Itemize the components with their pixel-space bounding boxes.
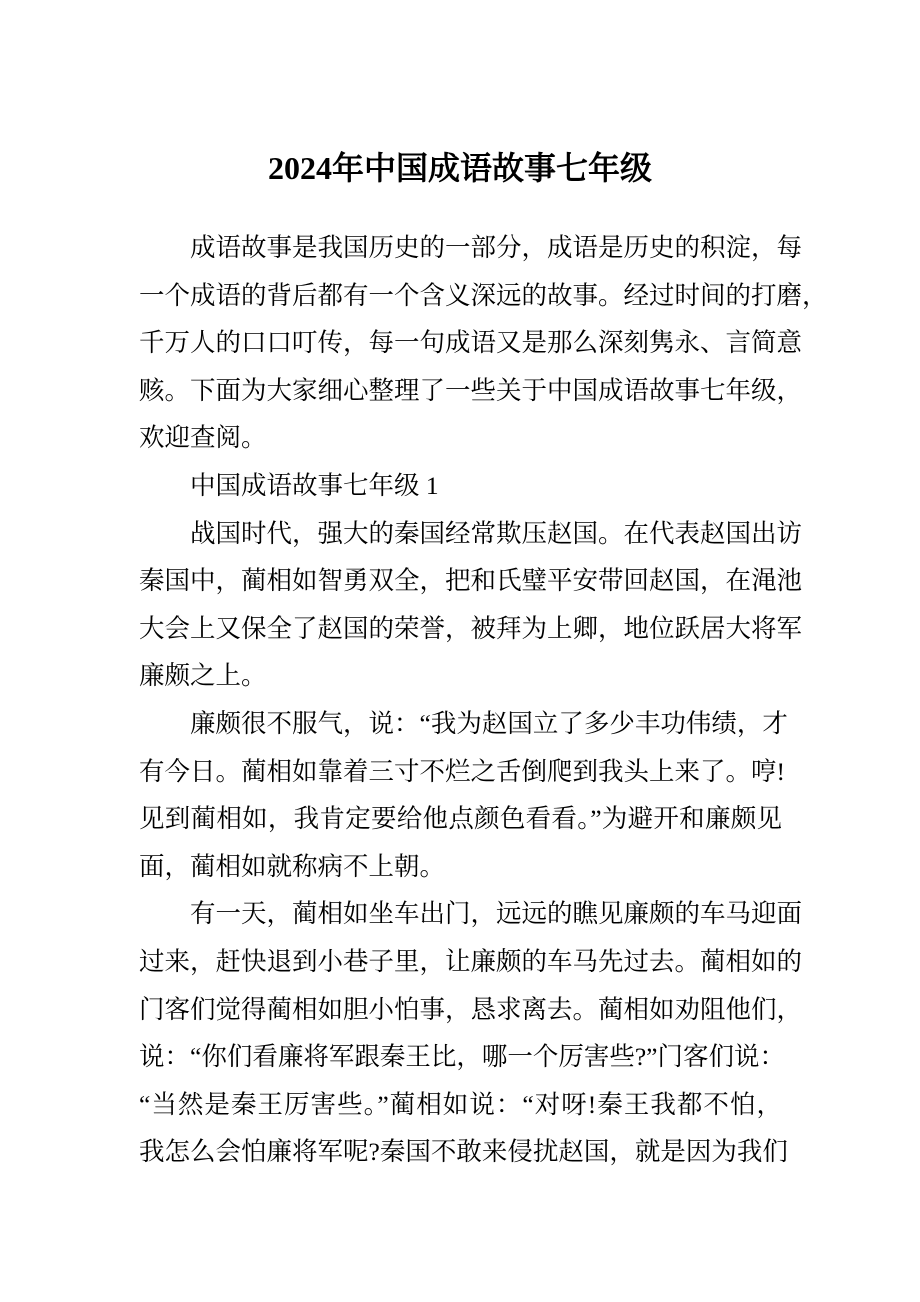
section-heading bbox=[139, 462, 782, 510]
text-line: 中国成语故事七年级 1 bbox=[190, 470, 439, 500]
text-line: 门客们觉得蔺相如胆小怕事，恳求离去。蔺相如劝阻他们， bbox=[139, 994, 803, 1024]
text-line: “当然是秦王厉害些。”蔺相如说：“对呀!秦王我都不怕， bbox=[139, 1089, 782, 1119]
text-line: 见到蔺相如，我肯定要给他点颜色看看。”为避开和廉颇见 bbox=[139, 804, 782, 834]
text-line: 战国时代，强大的秦国经常欺压赵国。在代表赵国出访 bbox=[190, 518, 803, 548]
text-line: 过来，赶快退到小巷子里，让廉颇的车马先过去。蔺相如的 bbox=[139, 946, 803, 976]
text-line: 赅。下面为大家细心整理了一些关于中国成语故事七年级， bbox=[139, 375, 803, 405]
paragraph bbox=[139, 890, 803, 1176]
text-line: 廉颇很不服气，说：“我为赵国立了多少丰功伟绩，才 bbox=[190, 708, 788, 738]
paragraph bbox=[139, 700, 788, 890]
text-line: 一个成语的背后都有一个含义深远的故事。经过时间的打磨， bbox=[139, 280, 828, 310]
text-line: 秦国中，蔺相如智勇双全，把和氏璧平安带回赵国，在渑池 bbox=[139, 566, 803, 596]
text-line: 我怎么会怕廉将军呢?秦国不敢来侵扰赵国，就是因为我们 bbox=[139, 1137, 788, 1167]
text-line: 大会上又保全了赵国的荣誉，被拜为上卿，地位跃居大将军 bbox=[139, 613, 803, 643]
text-line: 说：“你们看廉将军跟秦王比，哪一个厉害些?”门客们说： bbox=[139, 1042, 785, 1072]
paragraph bbox=[139, 224, 828, 462]
text-line: 有一天，蔺相如坐车出门，远远的瞧见廉颇的车马迎面 bbox=[190, 899, 803, 929]
text-line: 千万人的口口叮传，每一句成语又是那么深刻隽永、言简意 bbox=[139, 328, 803, 358]
text-line: 面，蔺相如就称病不上朝。 bbox=[139, 851, 446, 881]
text-line: 廉颇之上。 bbox=[139, 661, 267, 691]
text-line: 欢迎查阅。 bbox=[139, 423, 267, 453]
document-title: 2024年中国成语故事七年级 bbox=[267, 150, 652, 186]
text-line: 成语故事是我国历史的一部分，成语是历史的积淀，每 bbox=[190, 233, 803, 262]
text-line: 有今日。蔺相如靠着三寸不烂之舌倒爬到我头上来了。哼! bbox=[139, 756, 785, 786]
paragraph bbox=[139, 510, 803, 700]
document-body bbox=[139, 224, 828, 1176]
